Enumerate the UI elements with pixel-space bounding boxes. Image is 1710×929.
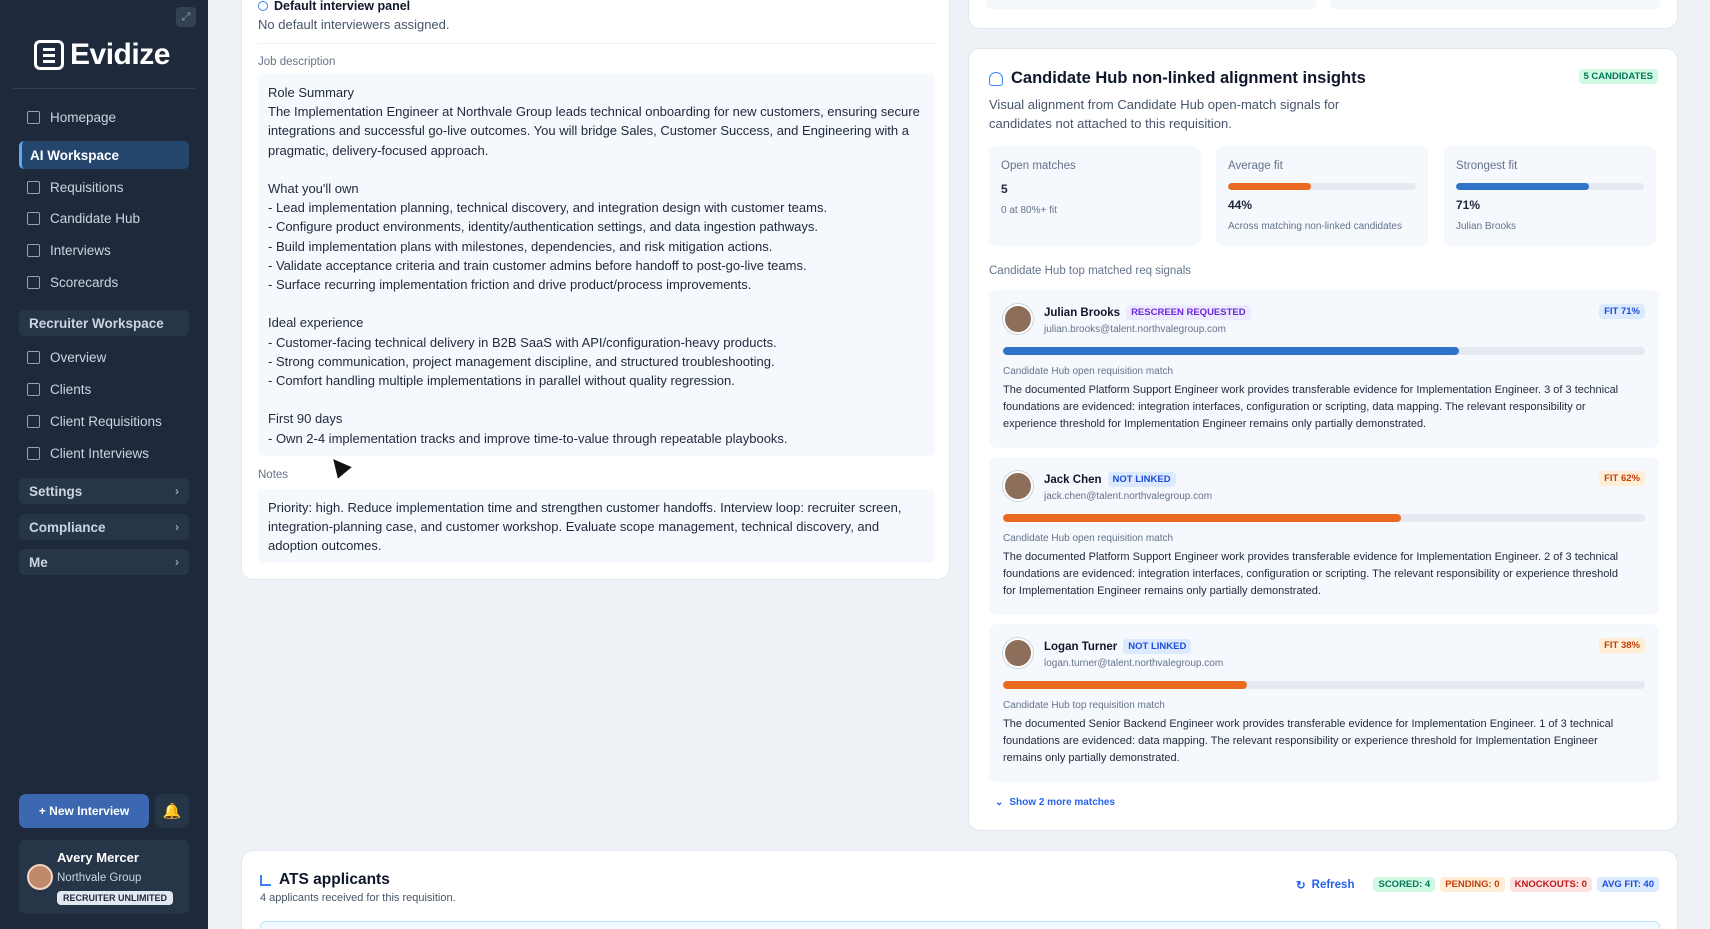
- insights-header: [989, 69, 1366, 88]
- match-source: Candidate Hub open requisition match: [1003, 366, 1174, 377]
- ats-badge-avg-fit: AVG FIT: 40: [1597, 877, 1659, 892]
- stat-progress-fill: [1456, 183, 1589, 190]
- avatar: [1003, 471, 1033, 501]
- candidate-email: logan.turner@talent.northvalegroup.com: [1044, 658, 1224, 669]
- candidate-email: julian.brooks@talent.northvalegroup.com: [1044, 324, 1226, 335]
- logo-icon: [34, 40, 64, 70]
- sidebar-group-label: Settings: [29, 483, 83, 499]
- new-interview-button[interactable]: + New Interview: [19, 794, 149, 828]
- stat-value: 71%: [1456, 198, 1481, 212]
- sidebar-item-label: Clients: [50, 381, 92, 397]
- briefcase-icon: [27, 181, 40, 194]
- building-icon: [27, 383, 40, 396]
- fit-progress-track: [1003, 347, 1645, 355]
- fit-progress-fill: [1003, 681, 1247, 689]
- candidate-match-card[interactable]: [989, 290, 1659, 448]
- recruiter-workspace-label: Recruiter Workspace: [29, 315, 164, 331]
- insights-description: Visual alignment from Candidate Hub open-match signals for candidates not attached to this requisition.: [989, 97, 1340, 131]
- status-badge: RESCREEN REQUESTED: [1126, 305, 1251, 320]
- ats-notice-strip: [260, 921, 1660, 929]
- list-icon: [260, 875, 271, 886]
- sidebar-item-homepage[interactable]: [19, 103, 189, 131]
- show-more-button[interactable]: [995, 797, 1115, 808]
- stat-open-matches: [989, 146, 1201, 246]
- sidebar-item-client-requisitions[interactable]: [19, 407, 189, 435]
- ats-subtitle: 4 applicants received for this requisition.: [260, 892, 456, 904]
- chevron-right-icon: ›: [175, 555, 179, 569]
- user-org: Northvale Group: [57, 872, 142, 884]
- match-summary: The documented Senior Backend Engineer work provides transferable evidence for Implementation Engineer. 1 of 3 technical foundations are evidenced: data mapping. The relevant responsibility or experience threshold for Implementation Engineer remains only partially demonstrated.: [1003, 718, 1614, 764]
- grid-icon: [27, 351, 40, 364]
- sidebar-item-label: AI Workspace: [30, 147, 120, 163]
- sidebar-item-scorecards[interactable]: [19, 268, 189, 296]
- sidebar-group-label: Me: [29, 554, 48, 570]
- section-label: Candidate Hub top matched req signals: [989, 265, 1192, 277]
- expand-icon[interactable]: ⤢: [176, 7, 196, 27]
- match-source: Candidate Hub open requisition match: [1003, 533, 1174, 544]
- stat-progress-track: [1228, 183, 1416, 190]
- fit-badge: FIT 71%: [1599, 304, 1645, 319]
- sidebar-item-label: Scorecards: [50, 274, 119, 290]
- candidate-name[interactable]: Logan Turner: [1044, 640, 1118, 653]
- sidebar-item-label: Candidate Hub: [50, 210, 141, 226]
- sidebar-item-interviews[interactable]: [19, 236, 189, 264]
- job-description-text: Role Summary The Implementation Engineer at Northvale Group leads technical onboarding for new customers, ensuring secure integrations and successful go-live outcomes. You will bridge Sales, Customer Success, and Engineering with a pragmatic, delivery-focused approach. What you'll own - Lead implementation planning, technical discovery, and integration design with customer teams. - Configure product environments, identity/authentication settings, and data ingestion pathways. - Build implementation plans with milestones, dependencies, and risk mitigation actions. - Validate acceptance criteria and train customer admins before handoff to post-go-live teams. - Surface recurring implementation friction and drive product/process improvements. Ideal experience - Customer-facing technical delivery in B2B SaaS with API/configuration-heavy products. - Strong communication, project management discipline, and structured troubleshooting. - Comfort handling multiple implementations in parallel without quality regression. First 90 days - Own 2-4 implementation tracks and improve time-to-value through repeatable playbooks.: [258, 74, 935, 456]
- sidebar-group-compliance[interactable]: [19, 514, 189, 540]
- ats-badge-scored: SCORED: 4: [1373, 877, 1435, 892]
- recruiter-workspace-header[interactable]: [19, 310, 189, 336]
- status-badge: NOT LINKED: [1123, 639, 1191, 654]
- stat-note: Julian Brooks: [1456, 221, 1517, 232]
- summary-stub: [986, 0, 1316, 9]
- sidebar-group-settings[interactable]: [19, 478, 189, 504]
- panel-text: No default interviewers assigned.: [258, 17, 450, 32]
- sidebar-item-label: Client Interviews: [50, 445, 150, 461]
- stat-strongest-fit: [1444, 146, 1656, 246]
- sidebar-group-label: Compliance: [29, 519, 106, 535]
- candidate-match-card[interactable]: [989, 624, 1659, 782]
- ats-badge-knockouts: KNOCKOUTS: 0: [1510, 877, 1592, 892]
- match-source: Candidate Hub top requisition match: [1003, 700, 1165, 711]
- ats-applicants-card: [241, 850, 1678, 929]
- chevron-right-icon: ›: [175, 484, 179, 498]
- stat-value: 5: [1001, 182, 1008, 196]
- stat-note: 0 at 80%+ fit: [1001, 205, 1057, 216]
- logo[interactable]: [34, 38, 170, 72]
- calendar-icon: [27, 244, 40, 257]
- candidate-email: jack.chen@talent.northvalegroup.com: [1044, 491, 1213, 502]
- sidebar: [0, 0, 208, 929]
- stat-note: Across matching non-linked candidates: [1228, 221, 1402, 232]
- notes-label: Notes: [258, 469, 289, 481]
- home-icon: [27, 111, 40, 124]
- divider: [258, 43, 935, 44]
- candidate-name[interactable]: Julian Brooks: [1044, 306, 1121, 319]
- calendar-icon: [27, 447, 40, 460]
- stat-average-fit: [1216, 146, 1428, 246]
- fit-badge: FIT 62%: [1599, 471, 1645, 486]
- fit-progress-track: [1003, 514, 1645, 522]
- job-description-label: Job description: [258, 56, 336, 68]
- sidebar-item-candidate-hub[interactable]: [19, 204, 189, 232]
- match-summary: The documented Platform Support Engineer work provides transferable evidence for Implementation Engineer. 2 of 3 technical foundations are evidenced: integration interfaces, configuration or scripting. The relevant responsibility or experience threshold for Implementation Engineer remains only partially demonstrated.: [1003, 551, 1619, 597]
- fit-progress-fill: [1003, 514, 1401, 522]
- candidate-match-card[interactable]: [989, 457, 1659, 615]
- stat-progress-fill: [1228, 183, 1311, 190]
- avatar: [1003, 638, 1033, 668]
- insights-title: Candidate Hub non-linked alignment insights: [1011, 69, 1366, 87]
- sidebar-item-client-interviews[interactable]: [19, 439, 189, 467]
- person-icon: [989, 72, 1003, 86]
- user-card[interactable]: [19, 840, 189, 914]
- sidebar-group-me[interactable]: [19, 549, 189, 575]
- requisition-details-card: [241, 0, 950, 580]
- person-icon: [258, 1, 268, 11]
- plan-badge: RECRUITER UNLIMITED: [57, 891, 173, 905]
- clipboard-icon: [27, 276, 40, 289]
- candidate-name-row: [1044, 305, 1251, 320]
- brand-name: Evidize: [70, 38, 170, 71]
- sidebar-item-label: Requisitions: [50, 179, 124, 195]
- stat-value: 44%: [1228, 198, 1253, 212]
- candidate-name-row: [1044, 472, 1176, 487]
- chevron-right-icon: ›: [175, 520, 179, 534]
- chevron-down-icon: ⌄: [995, 797, 1004, 808]
- stat-label: Strongest fit: [1456, 160, 1518, 172]
- sidebar-item-requisitions[interactable]: [19, 173, 189, 201]
- candidate-name-row: [1044, 639, 1191, 654]
- candidate-name[interactable]: Jack Chen: [1044, 473, 1102, 486]
- alignment-insights-card: [968, 48, 1678, 831]
- summary-stub: [1330, 0, 1660, 9]
- users-icon: [27, 212, 40, 225]
- notes-text: Priority: high. Reduce implementation time and strengthen customer handoffs. Interview loop: recruiter screen, integration-planning case, and customer workshop. Evaluate scope management, technical discovery, and adoption outcomes.: [258, 489, 935, 563]
- sidebar-item-label: Overview: [50, 349, 107, 365]
- sidebar-item-label: Interviews: [50, 242, 111, 258]
- refresh-label: Refresh: [1311, 878, 1355, 891]
- briefcase-icon: [27, 415, 40, 428]
- fit-badge: FIT 38%: [1599, 638, 1645, 653]
- ats-actions: [1296, 877, 1659, 892]
- divider: [13, 88, 195, 89]
- sidebar-item-overview[interactable]: [19, 343, 189, 371]
- interview-panel-header: [258, 0, 410, 13]
- refresh-icon: ↻: [1296, 879, 1306, 892]
- stat-label: Open matches: [1001, 160, 1076, 172]
- ats-title: ATS applicants: [279, 871, 390, 888]
- sidebar-item-clients[interactable]: [19, 375, 189, 403]
- stat-label: Average fit: [1228, 160, 1283, 172]
- ats-header: [260, 871, 390, 889]
- avatar: [1003, 304, 1033, 334]
- ats-badge-pending: PENDING: 0: [1440, 877, 1504, 892]
- stat-progress-track: [1456, 183, 1644, 190]
- avatar: [27, 864, 53, 890]
- candidates-count-badge: 5 CANDIDATES: [1579, 69, 1659, 84]
- sidebar-item-label: Client Requisitions: [50, 413, 162, 429]
- refresh-button[interactable]: [1296, 878, 1354, 892]
- user-name: Avery Mercer: [57, 850, 139, 865]
- show-more-label: Show 2 more matches: [1009, 797, 1115, 808]
- summary-card-top: [968, 0, 1678, 29]
- fit-progress-fill: [1003, 347, 1459, 355]
- sidebar-item-label: Homepage: [50, 109, 117, 125]
- status-badge: NOT LINKED: [1108, 472, 1176, 487]
- match-summary: The documented Platform Support Engineer work provides transferable evidence for Implementation Engineer. 3 of 3 technical foundations are evidenced: integration interfaces, configuration or scripting, data mapping. The relevant responsibility or experience threshold for Implementation Engineer remains only partially demonstrated.: [1003, 384, 1619, 430]
- fit-progress-track: [1003, 681, 1645, 689]
- bell-icon[interactable]: 🔔: [155, 794, 189, 828]
- sidebar-item-ai-workspace[interactable]: [19, 141, 189, 169]
- panel-title: Default interview panel: [274, 0, 411, 13]
